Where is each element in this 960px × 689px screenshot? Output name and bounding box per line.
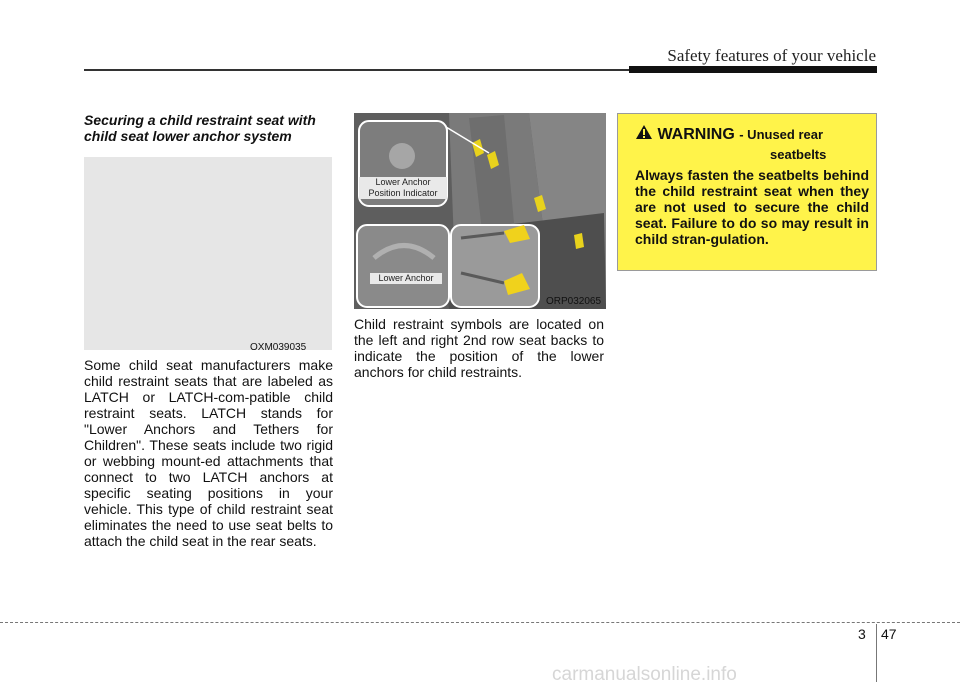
header-title: Safety features of your vehicle xyxy=(667,46,876,65)
warning-subject-line2: seatbelts xyxy=(770,147,827,162)
footer-watermark: carmanualsonline.info xyxy=(552,664,737,685)
warning-body: Always fasten the seatbelts behind the child restraint seat when they are not used to secure the child seat. Failure to do so may result in child stran-gulation. xyxy=(635,167,869,247)
label-indicator: Lower Anchor Position Indicator xyxy=(359,177,447,199)
footer-chapter: 3 xyxy=(858,626,866,642)
warning-box xyxy=(617,113,877,271)
figure-mid-image xyxy=(354,113,606,309)
figure-mid-code: ORP032065 xyxy=(546,296,602,307)
figure-left-image xyxy=(84,157,332,350)
figure-left-code: OXM039035 xyxy=(250,342,307,353)
mid-body-text: Child restraint symbols are located on the left and right 2nd row seat backs to indicate the position of the lower anchors for child restraints. xyxy=(354,316,604,380)
warning-word: WARNING xyxy=(657,126,735,143)
warning-subject-line1: - Unused rear xyxy=(739,127,824,142)
footer-divider xyxy=(876,624,877,682)
warning-triangle-icon xyxy=(635,124,653,140)
footer-page: 47 xyxy=(881,626,897,642)
header-tab-bar xyxy=(629,66,877,73)
warning-heading xyxy=(635,124,875,144)
left-body-text: Some child seat manufacturers make child restraint seats that are labeled as LATCH or LATCH-com-patible child restraint seats. LATCH stands for "Lower Anchors and Tethers for Children". These seats include two rigid or webbing mount-ed attachments that connect to two LATCH anchors at specific seating positions in your vehicle. This type of child restraint seat eliminates the need to use seat belts to attach the child seat in the rear seats. xyxy=(84,357,333,549)
section-title: Securing a child restraint seat with child seat lower anchor system xyxy=(84,112,316,144)
label-anchor: Lower Anchor xyxy=(370,273,442,284)
footer-dashed-rule xyxy=(0,622,960,623)
